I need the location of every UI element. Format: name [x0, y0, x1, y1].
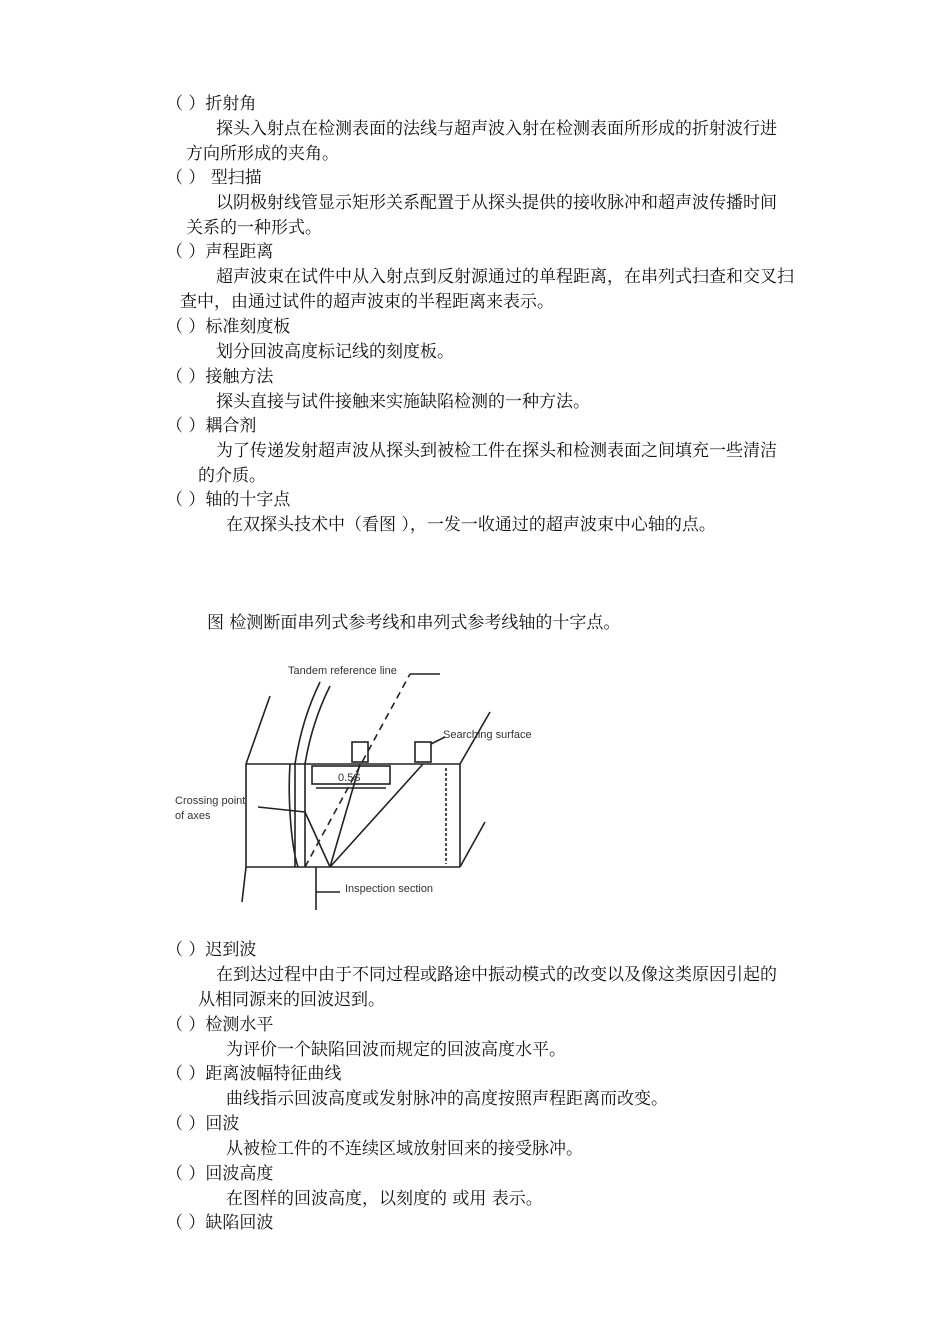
term-flaw-echo: （ ）缺陷回波 — [166, 1213, 274, 1233]
probe-right — [415, 742, 431, 762]
perspective-left-bottom — [242, 867, 246, 902]
term-beam-path-distance: （ ）声程距离 — [166, 242, 274, 262]
term-graticule: （ ）标准刻度板 — [166, 317, 291, 337]
label-tandem-reference-line: Tandem reference line — [288, 665, 397, 677]
desc-couplant-2: 的介质。 — [198, 466, 266, 486]
term-a-scan: （ ） 型扫描 — [166, 168, 262, 188]
desc-contact-method-1: 探头直接与试件接触来实施缺陷检测的一种方法。 — [216, 392, 590, 412]
figure-drawing — [140, 652, 560, 917]
term-refraction-angle: （ ）折射角 — [166, 94, 257, 114]
desc-beam-path-distance-1: 超声波束在试件中从入射点到反射源通过的单程距离，在串列式扫查和交叉扫 — [216, 267, 794, 287]
crossing-point-leader — [258, 807, 305, 812]
desc-delayed-echo-1: 在到达过程中由于不同过程或路途中振动模式的改变以及像这类原因引起的 — [216, 965, 777, 985]
desc-echo-1: 从被检工件的不连续区域放射回来的接受脉冲。 — [226, 1139, 583, 1159]
figure-caption: 图 检测断面串列式参考线和串列式参考线轴的十字点。 — [207, 613, 621, 633]
term-delayed-echo: （ ）迟到波 — [166, 940, 257, 960]
term-dac-curve: （ ）距离波幅特征曲线 — [166, 1064, 342, 1084]
term-detection-level: （ ）检测水平 — [166, 1015, 274, 1035]
term-couplant: （ ）耦合剂 — [166, 416, 257, 436]
desc-beam-path-distance-2: 查中，由通过试件的超声波束的半程距离来表示。 — [180, 292, 554, 312]
label-crossing-point-1: Crossing point — [175, 795, 246, 807]
tandem-reference-line — [305, 674, 410, 867]
label-dimension: 0.5S — [338, 772, 361, 784]
beam-path-3 — [305, 812, 330, 867]
desc-dac-curve-1: 曲线指示回波高度或发射脉冲的高度按照声程距离而改变。 — [226, 1089, 668, 1109]
label-crossing-point-2: of axes — [175, 810, 211, 822]
tandem-reference-figure — [140, 652, 560, 917]
desc-a-scan-2: 关系的一种形式。 — [186, 218, 322, 238]
desc-a-scan-1: 以阴极射线管显示矩形关系配置于从探头提供的接收脉冲和超声波传播时间 — [216, 193, 777, 213]
perspective-left — [246, 696, 270, 764]
probe-left — [352, 742, 368, 762]
label-inspection-section: Inspection section — [345, 883, 434, 895]
term-echo-height: （ ）回波高度 — [166, 1164, 274, 1184]
desc-couplant-1: 为了传递发射超声波从探头到被检工件在探头和检测表面之间填充一些清洁 — [216, 441, 777, 461]
desc-delayed-echo-2: 从相同源来的回波迟到。 — [198, 990, 385, 1010]
term-crossing-point: （ ）轴的十字点 — [166, 490, 291, 510]
term-contact-method: （ ）接触方法 — [166, 367, 274, 387]
term-echo: （ ）回波 — [166, 1114, 240, 1134]
desc-detection-level-1: 为评价一个缺陷回波而规定的回波高度水平。 — [226, 1040, 566, 1060]
desc-refraction-angle-2: 方向所形成的夹角。 — [186, 144, 339, 164]
desc-refraction-angle-1: 探头入射点在检测表面的法线与超声波入射在检测表面所形成的折射波行进 — [216, 119, 777, 139]
desc-echo-height-1: 在图样的回波高度，以刻度的 或用 表示。 — [226, 1189, 543, 1209]
label-searching-surface: Searching surface — [443, 729, 532, 741]
desc-crossing-point-1: 在双探头技术中（看图 ），一发一收通过的超声波束中心轴的点。 — [226, 515, 716, 535]
perspective-right-bottom — [460, 822, 485, 867]
desc-graticule-1: 划分回波高度标记线的刻度板。 — [216, 342, 454, 362]
weld-bead — [289, 682, 330, 867]
